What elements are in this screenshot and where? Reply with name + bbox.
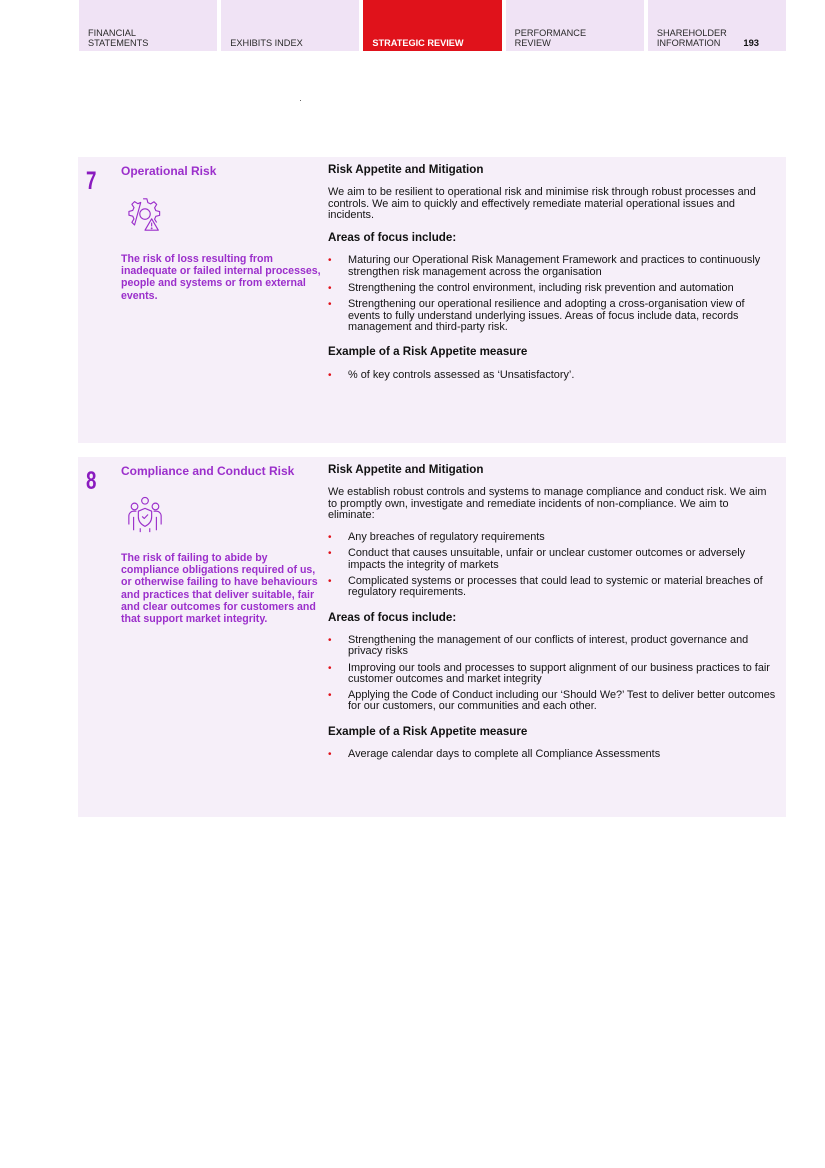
risk-number: 7 [86, 167, 97, 195]
appetite-text: We aim to be resilient to operational risk and minimise risk through robust processes and controls. We aim to quickly and effectively remediate material operational issues and incidents. [328, 186, 756, 221]
tab-performance-review[interactable]: PERFORMANCE REVIEW [506, 0, 644, 51]
risk-panel-compliance [78, 457, 786, 817]
appetite-text: We establish robust controls and systems to manage compliance and conduct risk. We aim to promptly own, investigate and remediate incidents of non-compliance. We aim to eliminate: [328, 486, 767, 521]
focus-list [328, 255, 778, 333]
focus-heading: Areas of focus include: [328, 231, 457, 245]
list-item: • Strengthening our operational resilience and adopting a cross-organisation view of events to fully understand underlying issues. Areas of focus include data, records management and third-party risk. [328, 299, 778, 333]
list-item: • Any breaches of regulatory requirements [328, 532, 778, 543]
gear-warning-icon [126, 195, 164, 235]
list-item: • Average calendar days to complete all Compliance Assessments [328, 749, 778, 760]
list-item: • Improving our tools and processes to support alignment of our business practices to fair customer outcomes and market integrity [328, 663, 778, 686]
section-nav [79, 0, 786, 51]
measure-heading: Example of a Risk Appetite measure [328, 345, 528, 359]
tab-financial-statements[interactable]: FINANCIAL STATEMENTS [79, 0, 217, 51]
focus-heading: Areas of focus include: [328, 610, 457, 624]
risk-details [328, 164, 778, 394]
risk-number: 8 [86, 467, 97, 495]
appetite-heading: Risk Appetite and Mitigation [328, 463, 484, 476]
measure-list [328, 370, 778, 381]
risk-description: The risk of loss resulting from inadequate or failed internal processes, people and systems or from external events. [121, 253, 321, 302]
appetite-heading: Risk Appetite and Mitigation [328, 163, 484, 176]
risk-name: Operational Risk [121, 164, 217, 178]
risk-name: Compliance and Conduct Risk [121, 464, 295, 478]
page-number: 193 [743, 37, 760, 48]
measure-heading: Example of a Risk Appetite measure [328, 724, 528, 738]
risk-description: The risk of failing to abide by compliance obligations required of us, or otherwise failing to have behaviours and practices that deliver suitable, fair and clear outcomes for customers and that support market integrity. [121, 552, 318, 626]
tab-exhibits-index[interactable]: EXHIBITS INDEX [221, 0, 359, 51]
tab-strategic-review[interactable]: STRATEGIC REVIEW [363, 0, 501, 51]
measure-list [328, 749, 778, 760]
risk-panel-operational [78, 157, 786, 443]
risk-details [328, 464, 778, 773]
list-item: • Strengthening the management of our conflicts of interest, product governance and privacy risks [328, 635, 778, 658]
people-shield-icon [126, 495, 164, 535]
appetite-list [328, 532, 778, 598]
focus-list [328, 635, 778, 713]
tab-shareholder-information[interactable]: SHAREHOLDER INFORMATION 193 [648, 0, 786, 51]
list-item: • Strengthening the control environment, including risk prevention and automation [328, 283, 778, 294]
stray-mark [300, 100, 301, 101]
list-item: • Applying the Code of Conduct including our ‘Should We?’ Test to deliver better outcomes for our customers, our communities and each other. [328, 690, 778, 713]
list-item: • Complicated systems or processes that could lead to systemic or material breaches of regulatory requirements. [328, 576, 778, 599]
list-item: • Conduct that causes unsuitable, unfair or unclear customer outcomes or adversely impacts the integrity of markets [328, 548, 778, 571]
list-item: • % of key controls assessed as ‘Unsatisfactory’. [328, 370, 778, 381]
list-item: • Maturing our Operational Risk Management Framework and practices to continuously strengthen risk management across the organisation [328, 255, 778, 278]
